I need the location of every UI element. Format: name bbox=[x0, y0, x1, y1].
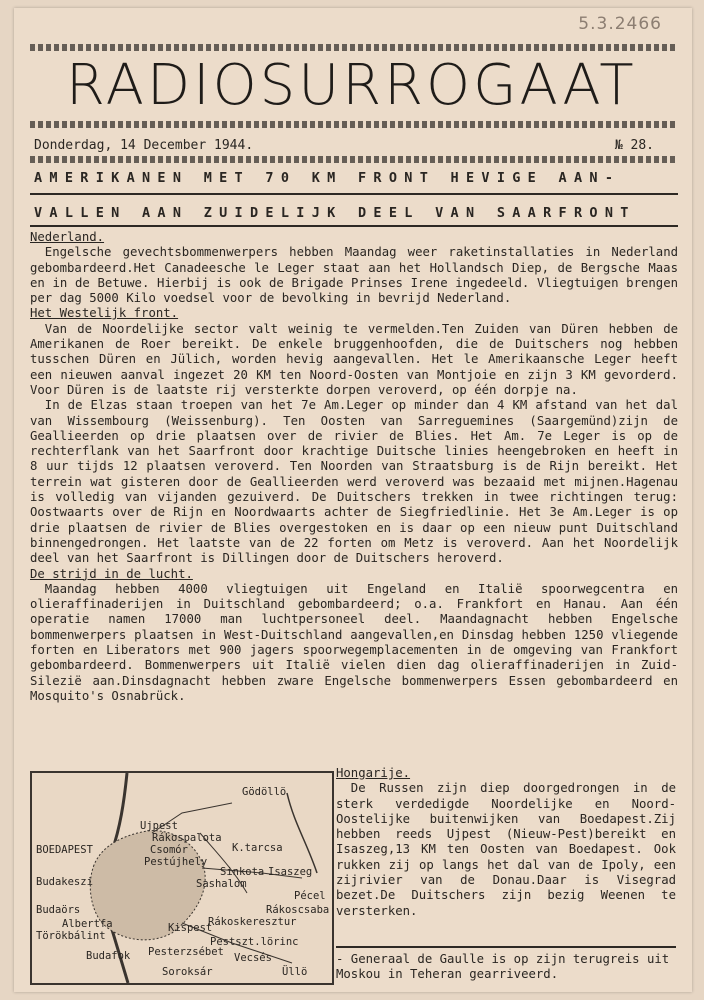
map-label: Csomór bbox=[150, 844, 188, 856]
article-lucht: Maandag hebben 4000 vliegtuigen uit Engeland en Italië spoorwegcentra en olieraffinaderijen in Duitschland gebombardeerd; o.a. Frankfort en Hanau. Aan één operatie namen 17000 man luchtpersoneel deel. Maandagnacht hebben Engelsche bommenwerpers plaatsen in West-Duitschland aangevallen,en Dinsdag hebben 1250 vliegende forten en Liberators met 900 jagers spoorwegemplacementen in de omgeving van Frankfort gebombardeerd. Bommenwerpers uit Italië vielen dien dag olieraffinaderijen in Zuid-Silezië aan.Dinsdagnacht hebben zware Engelsche bommenwerpers Essen gebombardeerd en Mosquito's Osnabrück. bbox=[30, 581, 678, 703]
map-label: Budakeszi bbox=[36, 876, 93, 888]
map-label: Isaszeg bbox=[268, 866, 313, 878]
map-label: Budaörs bbox=[36, 904, 81, 916]
map-label: Soroksár bbox=[162, 966, 213, 978]
note-rule bbox=[336, 946, 676, 948]
section-title-westelijk-front: Het Westelijk front. bbox=[30, 306, 179, 321]
map-label: Budafok bbox=[86, 950, 131, 962]
headline-line-1: AMERIKANEN MET 70 KM FRONT HEVIGE AAN- bbox=[34, 170, 621, 186]
section-title-hongarije: Hongarije. bbox=[336, 766, 411, 780]
map-label: Kispest bbox=[168, 922, 213, 934]
map-label: Pécel bbox=[294, 890, 326, 902]
map-label: Pestszt.lörinc bbox=[210, 936, 299, 948]
map-label: Ujpest bbox=[140, 820, 178, 832]
issue-date: Donderdag, 14 December 1944. bbox=[34, 138, 254, 153]
section-title-lucht: De strijd in de lucht. bbox=[30, 566, 193, 581]
map-label: Rákoscsaba bbox=[266, 904, 330, 916]
map-label: K.tarcsa bbox=[232, 842, 283, 854]
headline-rule bbox=[30, 193, 678, 195]
map-label: Sashalom bbox=[196, 878, 247, 890]
article-hongarije: De Russen zijn diep doorgedrongen in de sterk verdedigde Noordelijke en Noord-Oostelijke buitenwijken van Boedapest.Zij hebben reeds Ujpest (Nieuw-Pest)bereikt en Isaszeg,13 KM ten Oosten van Boedapest. Ook rukken zij op langs het dal van de Ipoly, een zijrivier van de Donau.Daar is Visegrad bezet.De Duitschers zijn bezig Weenen te versterken. bbox=[336, 781, 676, 918]
map-label: Gödöllö bbox=[242, 786, 287, 798]
dashed-divider bbox=[30, 121, 676, 128]
headline-line-2: VALLEN AAN ZUIDELIJK DEEL VAN SAARFRONT bbox=[34, 205, 636, 221]
section-title-nederland: Nederland. bbox=[30, 230, 105, 244]
dateline bbox=[34, 138, 654, 153]
article-westelijk-front-p1: Van de Noordelijke sector valt weinig te vermelden.Ten Zuiden van Düren hebben de Amerikanen de Roer bereikt. De enkele bruggenhoofden, die de Duitschers nog hebben tusschen Düren en Jülich, worden hevig aangevallen. Het le Amerikaansche Leger heeft een nieuwen aanval ingezet 20 KM ten Noord-Oosten van Montjoie en zijn 3 KM gevorderd. Voor Düren is de laatste rij versterkte dorpen veroverd, op één dorpje na. bbox=[30, 321, 678, 397]
map-label: BOEDAPEST bbox=[36, 844, 93, 856]
main-column bbox=[30, 230, 678, 704]
dashed-divider bbox=[30, 156, 676, 163]
map-label: Rákoskeresztur bbox=[208, 916, 297, 928]
dashed-divider bbox=[30, 44, 676, 51]
masthead-title: RADIOSURROGAAT bbox=[66, 53, 637, 118]
map-label: Pesterzsébet bbox=[148, 946, 224, 958]
budapest-map bbox=[30, 771, 334, 985]
map-label: Pestújhely bbox=[144, 856, 208, 868]
map-label: Sinkota bbox=[220, 866, 265, 878]
map-label: Albertfa bbox=[62, 918, 113, 930]
article-nederland: Engelsche gevechtsbommenwerpers hebben Maandag weer raketinstallaties in Nederland gebombardeerd.Het Canadeesche le Leger staat aan het Hollandsch Diep, de Bergsche Maas en in de Betuwe. Hierbij is ook de Brigade Prinses Irene ingedeeld. Vliegtuigen brengen per dag 5000 Kilo voedsel voor de bevolking in bevrijd Nederland. bbox=[30, 245, 678, 306]
map-label: Rákospalota bbox=[152, 832, 222, 844]
newsletter-page bbox=[14, 8, 692, 992]
closing-note: - Generaal de Gaulle is op zijn terugreis uit Moskou in Teheran gearriveerd. bbox=[336, 952, 670, 981]
headline-rule bbox=[30, 225, 678, 227]
map-label: Vecsés bbox=[234, 952, 272, 964]
map-label: Törökbálint bbox=[36, 930, 106, 942]
issue-number: № 28. bbox=[614, 138, 654, 153]
article-westelijk-front-p2: In de Elzas staan troepen van het 7e Am.Leger op minder dan 4 KM afstand van het dal van Wissembourg (Weissenburg). Ten Oosten van Sarreguemines (Saargemünd)zijn de Geallieerden op drie plaatsen over de rivier de Blies. Het Am. 7e Leger is op de rechterflank van het Saarfront door krachtige Duitsche linies heengebroken en heeft in 8 uur tijds 12 plaatsen veroverd. Ten Noorden van Straatsburg is de Rijn bereikt. Het terrein wat gisteren door de Geallieerden werd veroverd was bezaaid met mijnen.Hagenau is volledig van vijanden gezuiverd. De Duitschers trekken in twee richtingen terug: Oostwaarts over de Rijn en Noordwaarts achter de Siegfriedlinie. Het 3e Am.Leger is op drie plaatsen de rivier de Blies overgestoken en is daar op een nieuw punt Duitschland binnengedrongen. Het laatste van de 22 forten om Metz is veroverd. Aan het Noordelijk deel van het Saarfront is Dillingen door de Duitschers heroverd. bbox=[30, 398, 678, 566]
hongarije-column bbox=[336, 766, 676, 919]
archive-number: 5.3.2466 bbox=[578, 14, 662, 34]
map-label: Üllö bbox=[282, 966, 308, 978]
